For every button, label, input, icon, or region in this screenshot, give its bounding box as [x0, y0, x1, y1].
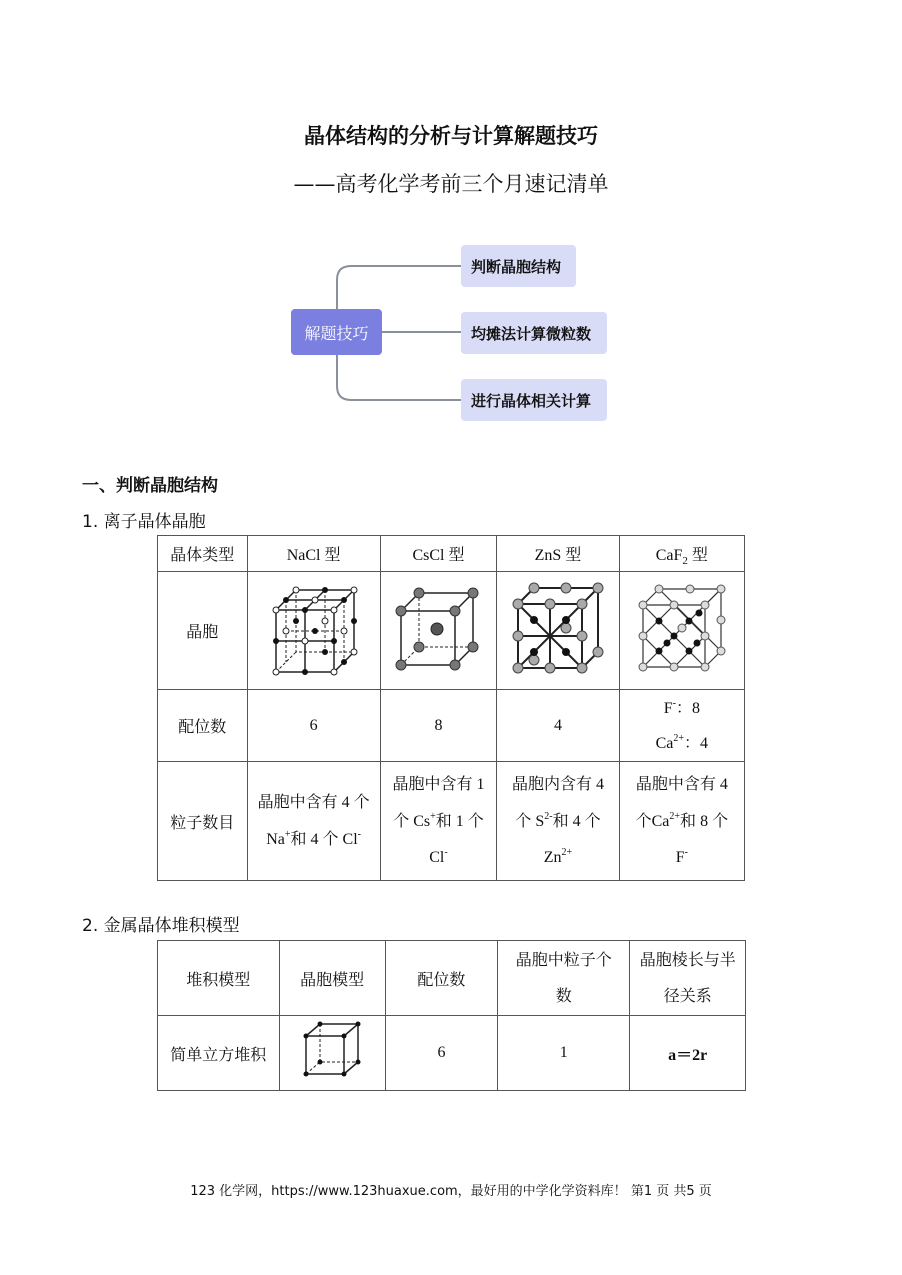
header-coord: 配位数 — [385, 941, 497, 1016]
zns-lattice-icon — [510, 580, 606, 676]
header-zns: ZnS 型 — [497, 536, 619, 572]
simple-cubic-image — [279, 1016, 385, 1091]
mindmap-branch-structure: 判断晶胞结构 — [461, 245, 576, 287]
nacl-coord: 6 — [247, 690, 380, 762]
caf2-cell-image — [619, 572, 744, 690]
nacl-count: 晶胞中含有 4 个 Na+和 4 个 Cl- — [247, 762, 380, 881]
ionic-crystal-table — [157, 535, 745, 881]
page-footer: 123 化学网，https://www.123huaxue.com，最好用的中学化学资料库！ 第1 页 共5 页 — [190, 1184, 712, 1199]
cscl-count: 晶胞中含有 1 个 Cs+和 1 个 Cl- — [380, 762, 496, 881]
subsection-heading-ionic: 1. 离子晶体晶胞 — [82, 512, 206, 532]
section-heading: 一、判断晶胞结构 — [82, 476, 218, 496]
header-particle-count: 晶胞中粒子个数 — [498, 941, 630, 1016]
mindmap-root: 解题技巧 — [291, 309, 382, 355]
row-label-cell: 晶胞 — [158, 572, 248, 690]
row-simple-cubic-relation: a＝2r — [630, 1016, 746, 1091]
mindmap-branch-counting: 均摊法计算微粒数 — [461, 312, 607, 354]
zns-cell-image — [497, 572, 619, 690]
cscl-lattice-icon — [393, 583, 483, 673]
row-label-count: 粒子数目 — [158, 762, 248, 881]
header-nacl: NaCl 型 — [247, 536, 380, 572]
header-caf2: CaF$_2$ 型 — [619, 536, 744, 572]
mindmap-branch-calculation: 进行晶体相关计算 — [461, 379, 607, 421]
header-cell-model: 晶胞模型 — [279, 941, 385, 1016]
zns-count: 晶胞内含有 4 个 $S^{2-}$和 4 个 $Zn^{2+}$ — [497, 762, 619, 881]
header-stacking-model: 堆积模型 — [158, 941, 280, 1016]
caf2-lattice-icon — [637, 583, 727, 673]
page-title: 晶体结构的分析与计算解题技巧 — [304, 124, 598, 148]
caf2-coord: F-：8 $Ca^{2+}$：4 — [619, 690, 744, 762]
zns-coord: 4 — [497, 690, 619, 762]
row-label-coord: 配位数 — [158, 690, 248, 762]
nacl-cell-image — [247, 572, 380, 690]
simple-cubic-icon — [300, 1020, 364, 1082]
metal-crystal-table — [157, 940, 746, 1091]
page-subtitle: ——高考化学考前三个月速记清单 — [293, 172, 609, 196]
row-simple-cubic-count: 1 — [498, 1016, 630, 1091]
row-simple-cubic-coord: 6 — [385, 1016, 497, 1091]
mindmap-connectors — [0, 0, 902, 450]
header-edge-radius: 晶胞棱长与半径关系 — [630, 941, 746, 1016]
cscl-cell-image — [380, 572, 496, 690]
subsection-heading-metal: 2. 金属晶体堆积模型 — [82, 916, 240, 936]
row-label-type: 晶体类型 — [158, 536, 248, 572]
header-cscl: CsCl 型 — [380, 536, 496, 572]
row-simple-cubic-model: 简单立方堆积 — [158, 1016, 280, 1091]
nacl-lattice-icon — [266, 578, 362, 678]
cscl-coord: 8 — [380, 690, 496, 762]
caf2-count: 晶胞中含有 4 个$Ca^{2+}$和 8 个 F- — [619, 762, 744, 881]
